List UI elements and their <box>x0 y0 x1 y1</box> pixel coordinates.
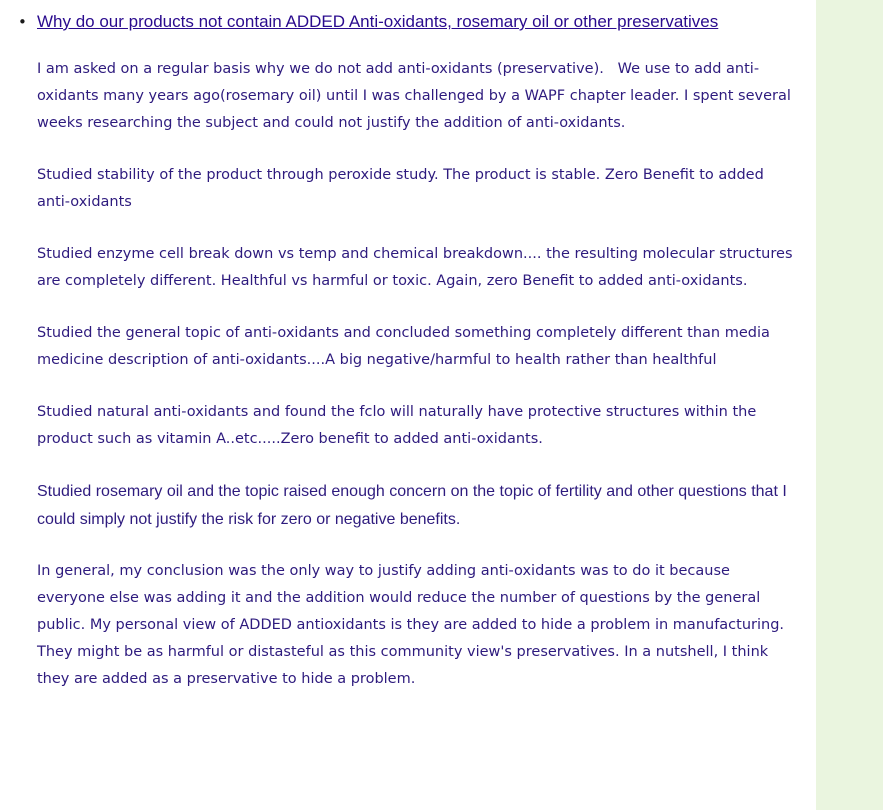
post-content <box>14 8 800 693</box>
post-body <box>14 56 797 693</box>
paragraph-natural-antioxidants: Studied natural anti-oxidants and found the fclo will naturally have protective structures within the product such as vitamin A..etc.....Zero benefit to added anti-oxidants. <box>37 404 761 447</box>
topic-list-item <box>14 8 800 36</box>
paragraph-general-topic: Studied the general topic of anti-oxidants and concluded something completely different than media medicine description of anti-oxidants....A big negative/harmful to health rather than healthful <box>37 325 775 368</box>
paragraph-rosemary-oil: Studied rosemary oil and the topic raised enough concern on the topic of fertility and other questions that I could simply not justify the risk for zero or negative benefits. <box>37 483 792 528</box>
topic-heading-link[interactable]: Why do our products not contain ADDED Anti-oxidants, rosemary oil or other preservatives <box>37 12 719 31</box>
paragraph-stability-study: Studied stability of the product through peroxide study. The product is stable. Zero Benefit to added anti-oxidants <box>37 167 769 210</box>
bullet-icon: • <box>18 13 27 31</box>
paragraph-intro: I am asked on a regular basis why we do not add anti-oxidants (preservative). We use to add anti-oxidants many years ago(rosemary oil) until I was challenged by a WAPF chapter leader. I spent several weeks researching the subject and could not justify the addition of anti-oxidants. <box>37 61 796 131</box>
paragraph-enzyme-study: Studied enzyme cell break down vs temp and chemical breakdown.... the resulting molecular structures are completely different. Healthful vs harmful or toxic. Again, zero Benefit to added anti-oxidants. <box>37 246 798 289</box>
paragraph-conclusion: In general, my conclusion was the only way to justify adding anti-oxidants was to do it because everyone else was adding it and the addition would reduce the number of questions by the general public. My personal view of ADDED antioxidants is they are added to hide a problem in manufacturing. They might be as harmful or distasteful as this community view's preservatives. In a nutshell, I think they are added as a preservative to hide a problem. <box>37 563 789 687</box>
page-edge-strip <box>816 0 883 810</box>
